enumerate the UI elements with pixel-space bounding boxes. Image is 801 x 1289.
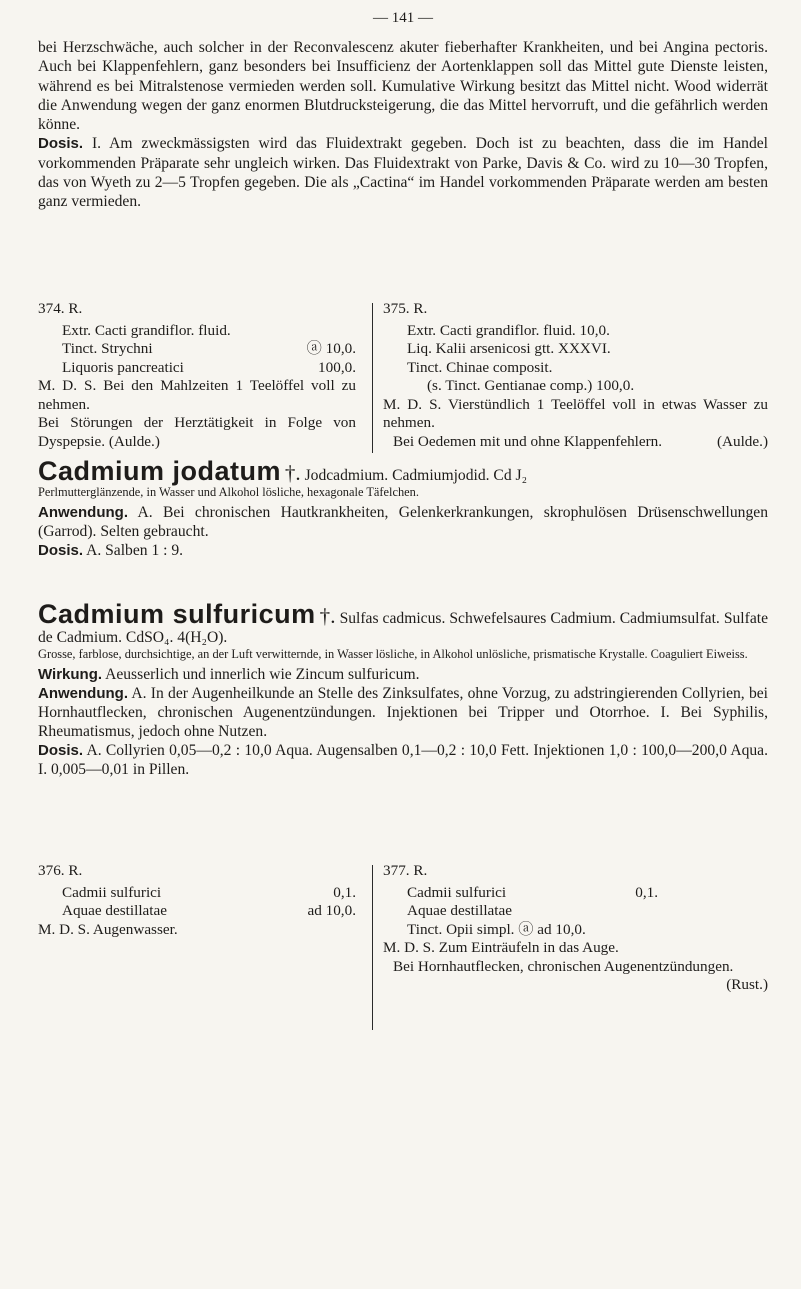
recipe-375 [383,300,768,451]
entry-title: Cadmium sulfuricum [38,599,316,629]
entry-anwendung: Anwendung. A. In der Augenheilkunde an Stelle des Zinksulfates, ohne Vorzug, zu adstringierenden Collyrien, bei Hornhautflecken, chronischen Augenentzündungen. Injektionen bei Tripper und Otorrhoe. I. Bei Syphilis, Rheumatismus, jedoch ohne Nutzen. [38,685,768,740]
dosis-label: Dosis. [38,135,84,153]
recipe-note: Bei Hornhautflecken, chronischen Augenentzündungen. (Rust.) [393,957,768,993]
entry-anwendung: Anwendung. A. Bei chronischen Hautkrankheiten, Gelenkerkrankungen, skrophulösen Drüsenschwellungen (Garrod). Selten gebraucht. [38,504,768,540]
column-divider [372,303,373,453]
dagger-mark: †. [284,461,301,485]
page-number: — 141 — [373,10,433,26]
entry-title: Cadmium jodatum [38,456,282,486]
recipe-signature: M. D. S. Augenwasser. [38,920,178,938]
recipe-line: Tinct. Chinae composit. [407,358,553,376]
intro-text [38,38,768,212]
recipe-line: Cadmii sulfurici 0,1. [62,883,356,901]
entry-description: Perlmutterglänzende, in Wasser und Alkohol lösliche, hexagonale Täfelchen. [38,485,419,499]
recipe-note: Bei Oedemen mit und ohne Klappenfehlern. (Aulde.) [393,432,768,450]
recipe-signature: M. D. S. Vierstündlich 1 Teelöffel voll in etwas Wasser zu nehmen. [383,395,768,431]
recipe-line: Liquoris pancreatici 100,0. [62,358,356,376]
recipe-line: Tinct. Opii simpl. ⓐ ad 10,0. [407,920,586,938]
recipe-signature: M. D. S. Bei den Mahlzeiten 1 Teelöffel voll zu nehmen. [38,377,356,413]
recipe-number: 374. R. [38,300,83,317]
recipe-note: Bei Störungen der Herztätigkeit in Folge von Dyspepsie. (Aulde.) [38,414,356,450]
entry-dosis: Dosis. A. Salben 1 : 9. [38,542,184,559]
recipe-line: Tinct. Strychni ⓐ 10,0. [62,340,356,357]
recipe-line: Aquae destillatae ad 10,0. [62,902,356,919]
entry-cadmium-sulfuricum [38,599,768,779]
entry-synonyms: Jodcadmium. Cadmiumjodid. Cd J₂ [304,467,528,484]
recipe-number: 377. R. [383,862,428,879]
entry-description: Grosse, farblose, durchsichtige, an der Luft verwitternde, in Wasser lösliche, in Alkohol unlösliche, prismatische Krystalle. Coaguliert Eiweiss. [38,647,748,661]
recipe-line: Extr. Cacti grandiflor. fluid. [62,321,231,339]
recipe-line: Cadmii sulfurici 0,1. [407,883,658,901]
entry-dosis: Dosis. A. Collyrien 0,05—0,2 : 10,0 Aqua. Augensalben 0,1—0,2 : 10,0 Fett. Injektionen 1,0 : 100,0—200,0 Aqua. I. 0,005—0,01 in Pillen. [38,742,768,778]
recipe-376 [38,862,356,939]
entry-heading-line [38,599,768,647]
recipe-377 [383,862,768,995]
entry-wirkung: Wirkung. Aeusserlich und innerlich wie Zincum sulfuricum. [38,666,420,683]
column-divider [372,865,373,1030]
recipe-number: 376. R. [38,862,83,879]
entry-synonyms: Sulfas cadmicus. Schwefelsaures Cadmium. Cadmiumsulfat. Sulfate de Cadmium. CdSO₄. 4(H₂O). [38,610,768,646]
recipe-line: Liq. Kalii arsenicosi gtt. XXXVI. [407,340,611,357]
recipe-line: Aquae destillatae [407,902,512,919]
recipe-374 [38,300,356,451]
recipe-number: 375. R. [383,300,428,317]
entry-cadmium-jodatum [38,456,768,560]
intro-dosis-paragraph [38,134,768,211]
dagger-mark: †. [319,604,336,628]
recipe-line: (s. Tinct. Gentianae comp.) 100,0. [427,377,635,394]
intro-paragraph: bei Herzschwäche, auch solcher in der Reconvalescenz akuter fieberhafter Krankheiten, und bei Angina pectoris. Auch bei Klappenfehlern, ganz besonders bei Insufficienz der Aortenklappen soll das Mittel gute Dienste leisten, während es bei Mitralstenose vermieden werden soll. Kumulative Wirkung besitzt das Mittel nicht. Wood widerrät die Anwendung wegen der ganz enormen Blutdrucksteigerung, die das Mittel hervorruft, und die gefährlich werden könne. [38,39,768,134]
recipe-signature: M. D. S. Zum Einträufeln in das Auge. [383,939,619,956]
entry-heading-line [38,456,768,486]
dosis-text: I. Am zweckmässigsten wird das Fluidextrakt gegeben. Doch ist zu beachten, dass die im Handel vorkommenden Präparate sehr ungleich wirken. Das Fluidextrakt von Parke, Davis & Co. wird zu 10—30 Tropfen, das von Wyeth zu 2—5 Tropfen gegeben. Die als „Cactina“ im Handel vorkommenden Präparate werden am besten ganz vermieden. [38,135,768,211]
recipe-line: Extr. Cacti grandiflor. fluid. 10,0. [407,321,610,339]
